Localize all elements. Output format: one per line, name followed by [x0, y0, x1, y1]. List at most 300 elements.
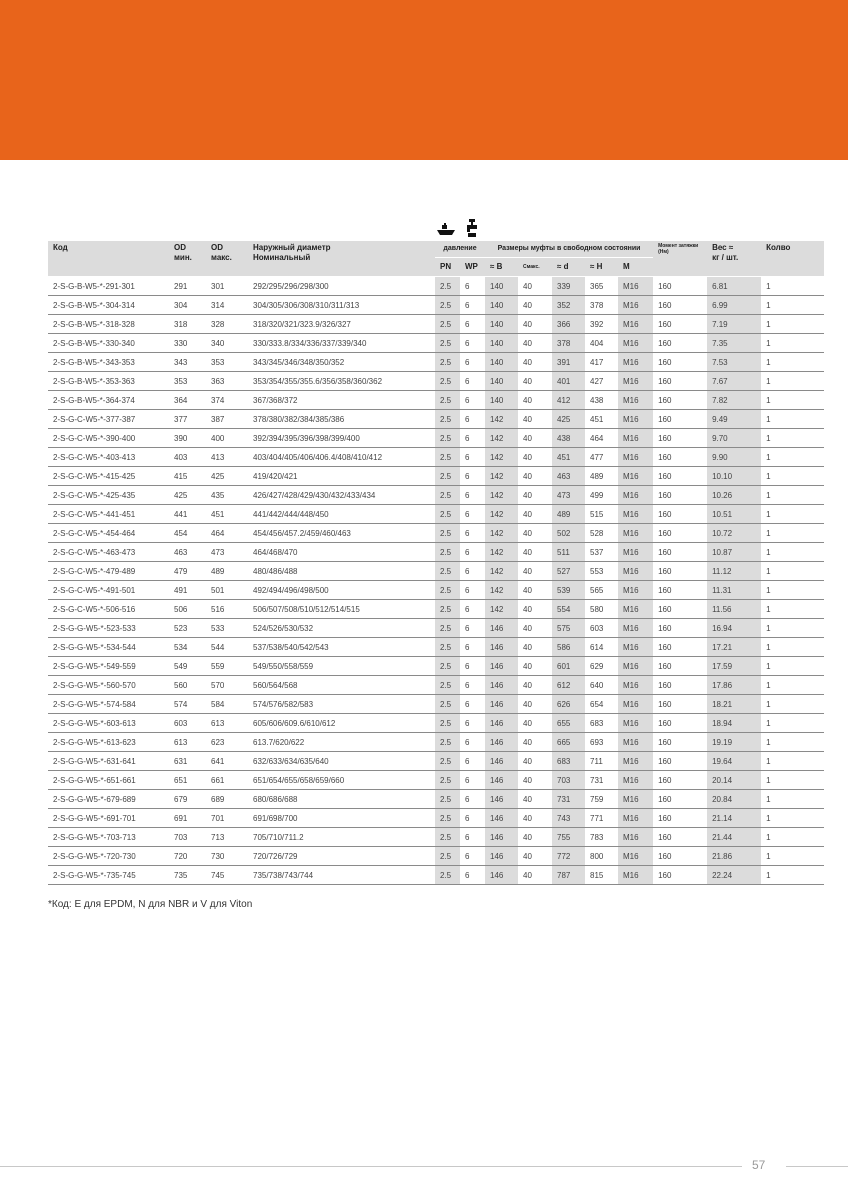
cell-m: M16: [618, 695, 653, 714]
cell-d: 527: [552, 562, 585, 581]
cell-code: 2-S-G-B-W5-*-318-328: [48, 315, 169, 334]
cell-nominal-diameter: 492/494/496/498/500: [248, 581, 435, 600]
cell-nominal-diameter: 560/564/568: [248, 676, 435, 695]
cell-c-max: 40: [518, 410, 552, 429]
cell-code: 2-S-G-G-W5-*-574-584: [48, 695, 169, 714]
cell-b: 140: [485, 296, 518, 315]
table-row: [48, 752, 824, 771]
cell-wp: 6: [460, 486, 485, 505]
cell-code: 2-S-G-B-W5-*-304-314: [48, 296, 169, 315]
cell-c-max: 40: [518, 277, 552, 296]
cell-torque: 160: [653, 391, 707, 410]
cell-torque: 160: [653, 353, 707, 372]
cell-pn: 2.5: [435, 353, 460, 372]
cell-pn: 2.5: [435, 562, 460, 581]
cell-nominal-diameter: 691/698/700: [248, 809, 435, 828]
cell-h: 640: [585, 676, 618, 695]
cell-h: 499: [585, 486, 618, 505]
table-row: [48, 866, 824, 885]
cell-weight: 9.49: [707, 410, 761, 429]
cell-c-max: 40: [518, 790, 552, 809]
cell-pn: 2.5: [435, 505, 460, 524]
header-h: ≈ H: [585, 258, 618, 277]
header-b: ≈ B: [485, 258, 518, 277]
cell-od-max: 451: [206, 505, 248, 524]
table-row: [48, 676, 824, 695]
table-row: [48, 638, 824, 657]
cell-torque: 160: [653, 733, 707, 752]
cell-b: 140: [485, 353, 518, 372]
footer-rule: [0, 1166, 742, 1167]
cell-m: M16: [618, 809, 653, 828]
table-row: [48, 410, 824, 429]
cell-qty: 1: [761, 277, 824, 296]
cell-code: 2-S-G-G-W5-*-549-559: [48, 657, 169, 676]
cell-b: 146: [485, 619, 518, 638]
table-row: [48, 543, 824, 562]
table-row: [48, 277, 824, 296]
cell-torque: 160: [653, 752, 707, 771]
cell-m: M16: [618, 600, 653, 619]
cell-code: 2-S-G-G-W5-*-720-730: [48, 847, 169, 866]
cell-m: M16: [618, 714, 653, 733]
cell-torque: 160: [653, 866, 707, 885]
cell-c-max: 40: [518, 448, 552, 467]
cell-torque: 160: [653, 600, 707, 619]
cell-od-min: 390: [169, 429, 206, 448]
header-pn: PN: [435, 258, 460, 277]
cell-torque: 160: [653, 315, 707, 334]
cell-od-max: 435: [206, 486, 248, 505]
cell-nominal-diameter: 304/305/306/308/310/311/313: [248, 296, 435, 315]
cell-weight: 21.86: [707, 847, 761, 866]
footer-rule-right: [786, 1166, 848, 1167]
cell-od-max: 641: [206, 752, 248, 771]
cell-qty: 1: [761, 866, 824, 885]
cell-d: 473: [552, 486, 585, 505]
cell-wp: 6: [460, 714, 485, 733]
cell-code: 2-S-G-C-W5-*-377-387: [48, 410, 169, 429]
cell-h: 553: [585, 562, 618, 581]
cell-c-max: 40: [518, 391, 552, 410]
cell-h: 365: [585, 277, 618, 296]
cell-od-min: 651: [169, 771, 206, 790]
cell-torque: 160: [653, 676, 707, 695]
cell-c-max: 40: [518, 809, 552, 828]
cell-pn: 2.5: [435, 600, 460, 619]
cell-m: M16: [618, 505, 653, 524]
cell-pn: 2.5: [435, 809, 460, 828]
cell-od-min: 330: [169, 334, 206, 353]
cell-b: 140: [485, 391, 518, 410]
cell-c-max: 40: [518, 372, 552, 391]
cell-torque: 160: [653, 809, 707, 828]
cell-qty: 1: [761, 562, 824, 581]
cell-od-min: 377: [169, 410, 206, 429]
cell-code: 2-S-G-C-W5-*-390-400: [48, 429, 169, 448]
header-weight-line2: кг / шт.: [712, 253, 739, 262]
cell-pn: 2.5: [435, 391, 460, 410]
cell-h: 392: [585, 315, 618, 334]
cell-nominal-diameter: 605/606/609.6/610/612: [248, 714, 435, 733]
cell-nominal-diameter: 680/686/688: [248, 790, 435, 809]
cell-b: 146: [485, 866, 518, 885]
cell-weight: 7.82: [707, 391, 761, 410]
cell-weight: 7.67: [707, 372, 761, 391]
cell-m: M16: [618, 277, 653, 296]
cell-od-min: 415: [169, 467, 206, 486]
cell-wp: 6: [460, 600, 485, 619]
cell-od-min: 631: [169, 752, 206, 771]
cell-c-max: 40: [518, 524, 552, 543]
cell-d: 743: [552, 809, 585, 828]
table-row: [48, 448, 824, 467]
cell-d: 425: [552, 410, 585, 429]
cell-qty: 1: [761, 410, 824, 429]
cell-nominal-diameter: 367/368/372: [248, 391, 435, 410]
cell-c-max: 40: [518, 695, 552, 714]
cell-wp: 6: [460, 581, 485, 600]
cell-od-max: 314: [206, 296, 248, 315]
cell-wp: 6: [460, 467, 485, 486]
cell-od-max: 713: [206, 828, 248, 847]
cell-d: 772: [552, 847, 585, 866]
cell-qty: 1: [761, 334, 824, 353]
cell-nominal-diameter: 419/420/421: [248, 467, 435, 486]
cell-od-min: 353: [169, 372, 206, 391]
cell-code: 2-S-G-B-W5-*-343-353: [48, 353, 169, 372]
cell-torque: 160: [653, 486, 707, 505]
cell-qty: 1: [761, 429, 824, 448]
cell-qty: 1: [761, 752, 824, 771]
cell-od-max: 501: [206, 581, 248, 600]
cell-nominal-diameter: 426/427/428/429/430/432/433/434: [248, 486, 435, 505]
table-row: [48, 524, 824, 543]
cell-m: M16: [618, 866, 653, 885]
cell-od-min: 454: [169, 524, 206, 543]
cell-od-min: 463: [169, 543, 206, 562]
cell-od-max: 464: [206, 524, 248, 543]
cell-d: 412: [552, 391, 585, 410]
cell-wp: 6: [460, 353, 485, 372]
cell-b: 142: [485, 429, 518, 448]
cell-d: 489: [552, 505, 585, 524]
cell-h: 815: [585, 866, 618, 885]
cell-qty: 1: [761, 790, 824, 809]
cell-h: 438: [585, 391, 618, 410]
cell-nominal-diameter: 480/486/488: [248, 562, 435, 581]
table-row: [48, 391, 824, 410]
cell-code: 2-S-G-C-W5-*-463-473: [48, 543, 169, 562]
cell-torque: 160: [653, 334, 707, 353]
cell-d: 665: [552, 733, 585, 752]
cell-torque: 160: [653, 581, 707, 600]
cell-od-min: 613: [169, 733, 206, 752]
cell-od-max: 730: [206, 847, 248, 866]
cell-qty: 1: [761, 600, 824, 619]
cell-c-max: 40: [518, 429, 552, 448]
cell-weight: 19.19: [707, 733, 761, 752]
cell-code: 2-S-G-G-W5-*-523-533: [48, 619, 169, 638]
cell-torque: 160: [653, 410, 707, 429]
cell-h: 771: [585, 809, 618, 828]
cell-b: 140: [485, 315, 518, 334]
table-row: [48, 714, 824, 733]
cell-m: M16: [618, 391, 653, 410]
cell-torque: 160: [653, 828, 707, 847]
header-weight: [707, 241, 761, 277]
cell-code: 2-S-G-C-W5-*-425-435: [48, 486, 169, 505]
cell-nominal-diameter: 632/633/634/635/640: [248, 752, 435, 771]
cell-m: M16: [618, 429, 653, 448]
cell-od-min: 679: [169, 790, 206, 809]
cell-qty: 1: [761, 828, 824, 847]
cell-m: M16: [618, 752, 653, 771]
cell-code: 2-S-G-G-W5-*-631-641: [48, 752, 169, 771]
table-body: [48, 277, 824, 885]
cell-code: 2-S-G-B-W5-*-364-374: [48, 391, 169, 410]
cell-pn: 2.5: [435, 334, 460, 353]
cell-pn: 2.5: [435, 695, 460, 714]
cell-b: 146: [485, 657, 518, 676]
table-row: [48, 296, 824, 315]
cell-nominal-diameter: 330/333.8/334/336/337/339/340: [248, 334, 435, 353]
cell-code: 2-S-G-C-W5-*-506-516: [48, 600, 169, 619]
cell-wp: 6: [460, 638, 485, 657]
header-od-max-line1: OD: [211, 243, 223, 252]
cell-wp: 6: [460, 790, 485, 809]
cell-torque: 160: [653, 296, 707, 315]
cell-d: 755: [552, 828, 585, 847]
cell-c-max: 40: [518, 676, 552, 695]
cell-weight: 7.19: [707, 315, 761, 334]
cell-nominal-diameter: 392/394/395/396/398/399/400: [248, 429, 435, 448]
cell-d: 451: [552, 448, 585, 467]
cell-h: 515: [585, 505, 618, 524]
cell-nominal-diameter: 506/507/508/510/512/514/515: [248, 600, 435, 619]
cell-b: 142: [485, 562, 518, 581]
cell-od-min: 491: [169, 581, 206, 600]
cell-d: 601: [552, 657, 585, 676]
cell-qty: 1: [761, 581, 824, 600]
cell-d: 391: [552, 353, 585, 372]
cell-weight: 21.44: [707, 828, 761, 847]
cell-c-max: 40: [518, 619, 552, 638]
cell-c-max: 40: [518, 600, 552, 619]
cell-h: 427: [585, 372, 618, 391]
cell-m: M16: [618, 315, 653, 334]
cell-d: 683: [552, 752, 585, 771]
cell-code: 2-S-G-C-W5-*-403-413: [48, 448, 169, 467]
cell-nominal-diameter: 735/738/743/744: [248, 866, 435, 885]
cell-pn: 2.5: [435, 847, 460, 866]
cell-weight: 18.94: [707, 714, 761, 733]
cell-c-max: 40: [518, 733, 552, 752]
orange-banner: [0, 0, 848, 160]
cell-m: M16: [618, 296, 653, 315]
cell-nominal-diameter: 378/380/382/384/385/386: [248, 410, 435, 429]
table-row: [48, 619, 824, 638]
cell-h: 528: [585, 524, 618, 543]
cell-od-min: 304: [169, 296, 206, 315]
cell-code: 2-S-G-B-W5-*-353-363: [48, 372, 169, 391]
cell-code: 2-S-G-C-W5-*-479-489: [48, 562, 169, 581]
cell-torque: 160: [653, 467, 707, 486]
cell-c-max: 40: [518, 638, 552, 657]
cell-b: 142: [485, 524, 518, 543]
cell-m: M16: [618, 467, 653, 486]
header-m: M: [618, 258, 653, 277]
table-row: [48, 334, 824, 353]
cell-wp: 6: [460, 866, 485, 885]
cell-od-max: 745: [206, 866, 248, 885]
cell-nominal-diameter: 537/538/540/542/543: [248, 638, 435, 657]
table-row: [48, 771, 824, 790]
cell-qty: 1: [761, 847, 824, 866]
cell-wp: 6: [460, 372, 485, 391]
cell-h: 417: [585, 353, 618, 372]
table-row: [48, 467, 824, 486]
cell-h: 800: [585, 847, 618, 866]
cell-m: M16: [618, 334, 653, 353]
cell-od-max: 473: [206, 543, 248, 562]
cell-h: 464: [585, 429, 618, 448]
cell-c-max: 40: [518, 657, 552, 676]
cell-wp: 6: [460, 391, 485, 410]
cell-m: M16: [618, 657, 653, 676]
cell-weight: 17.86: [707, 676, 761, 695]
cell-od-min: 574: [169, 695, 206, 714]
cell-weight: 6.99: [707, 296, 761, 315]
cell-m: M16: [618, 562, 653, 581]
cell-b: 146: [485, 828, 518, 847]
cell-od-max: 387: [206, 410, 248, 429]
cell-od-min: 364: [169, 391, 206, 410]
cell-wp: 6: [460, 429, 485, 448]
cell-m: M16: [618, 619, 653, 638]
cell-c-max: 40: [518, 562, 552, 581]
cell-od-max: 400: [206, 429, 248, 448]
cell-pn: 2.5: [435, 828, 460, 847]
cell-b: 142: [485, 600, 518, 619]
cell-qty: 1: [761, 467, 824, 486]
cell-qty: 1: [761, 486, 824, 505]
cell-qty: 1: [761, 714, 824, 733]
cell-torque: 160: [653, 277, 707, 296]
header-od-min-line2: мин.: [174, 253, 192, 262]
cell-nominal-diameter: 651/654/655/658/659/660: [248, 771, 435, 790]
cell-d: 655: [552, 714, 585, 733]
cell-h: 731: [585, 771, 618, 790]
cell-m: M16: [618, 372, 653, 391]
cell-m: M16: [618, 847, 653, 866]
table-row: [48, 372, 824, 391]
cell-od-max: 425: [206, 467, 248, 486]
cell-weight: 17.59: [707, 657, 761, 676]
cell-qty: 1: [761, 505, 824, 524]
product-table: [48, 241, 824, 885]
cell-qty: 1: [761, 391, 824, 410]
cell-torque: 160: [653, 372, 707, 391]
header-code: Код: [48, 241, 169, 277]
cell-weight: 17.21: [707, 638, 761, 657]
cell-od-max: 328: [206, 315, 248, 334]
cell-pn: 2.5: [435, 429, 460, 448]
cell-c-max: 40: [518, 828, 552, 847]
cell-qty: 1: [761, 771, 824, 790]
cell-pn: 2.5: [435, 619, 460, 638]
cell-wp: 6: [460, 619, 485, 638]
cell-qty: 1: [761, 657, 824, 676]
cell-torque: 160: [653, 847, 707, 866]
cell-h: 451: [585, 410, 618, 429]
cell-h: 489: [585, 467, 618, 486]
cell-h: 603: [585, 619, 618, 638]
cell-weight: 18.21: [707, 695, 761, 714]
cell-od-max: 701: [206, 809, 248, 828]
cell-nominal-diameter: 441/442/444/448/450: [248, 505, 435, 524]
cell-code: 2-S-G-G-W5-*-603-613: [48, 714, 169, 733]
table-row: [48, 733, 824, 752]
cell-c-max: 40: [518, 315, 552, 334]
header-pressure-group: давление: [435, 241, 485, 258]
cell-weight: 7.35: [707, 334, 761, 353]
cell-b: 146: [485, 733, 518, 752]
cell-b: 146: [485, 676, 518, 695]
cell-torque: 160: [653, 619, 707, 638]
cell-pn: 2.5: [435, 410, 460, 429]
cell-qty: 1: [761, 353, 824, 372]
cell-c-max: 40: [518, 866, 552, 885]
cell-torque: 160: [653, 429, 707, 448]
cell-h: 537: [585, 543, 618, 562]
cell-code: 2-S-G-G-W5-*-735-745: [48, 866, 169, 885]
cell-pn: 2.5: [435, 543, 460, 562]
table-row: [48, 790, 824, 809]
cell-c-max: 40: [518, 486, 552, 505]
cell-torque: 160: [653, 638, 707, 657]
cell-wp: 6: [460, 277, 485, 296]
cell-wp: 6: [460, 771, 485, 790]
cell-h: 378: [585, 296, 618, 315]
cell-od-max: 559: [206, 657, 248, 676]
cell-pn: 2.5: [435, 676, 460, 695]
cell-b: 142: [485, 505, 518, 524]
header-nominal-diameter: [248, 241, 435, 277]
cell-qty: 1: [761, 733, 824, 752]
cell-m: M16: [618, 581, 653, 600]
cell-wp: 6: [460, 657, 485, 676]
cell-wp: 6: [460, 505, 485, 524]
cell-m: M16: [618, 771, 653, 790]
cell-torque: 160: [653, 771, 707, 790]
cell-weight: 7.53: [707, 353, 761, 372]
cell-d: 366: [552, 315, 585, 334]
cell-weight: 11.31: [707, 581, 761, 600]
header-od-min: [169, 241, 206, 277]
tap-icon: [466, 219, 478, 237]
cell-torque: 160: [653, 524, 707, 543]
cell-od-min: 534: [169, 638, 206, 657]
cell-code: 2-S-G-C-W5-*-415-425: [48, 467, 169, 486]
cell-nominal-diameter: 549/550/558/559: [248, 657, 435, 676]
cell-pn: 2.5: [435, 714, 460, 733]
cell-torque: 160: [653, 695, 707, 714]
cell-b: 146: [485, 638, 518, 657]
cell-weight: 19.64: [707, 752, 761, 771]
cell-nominal-diameter: 403/404/405/406/406.4/408/410/412: [248, 448, 435, 467]
cell-wp: 6: [460, 524, 485, 543]
